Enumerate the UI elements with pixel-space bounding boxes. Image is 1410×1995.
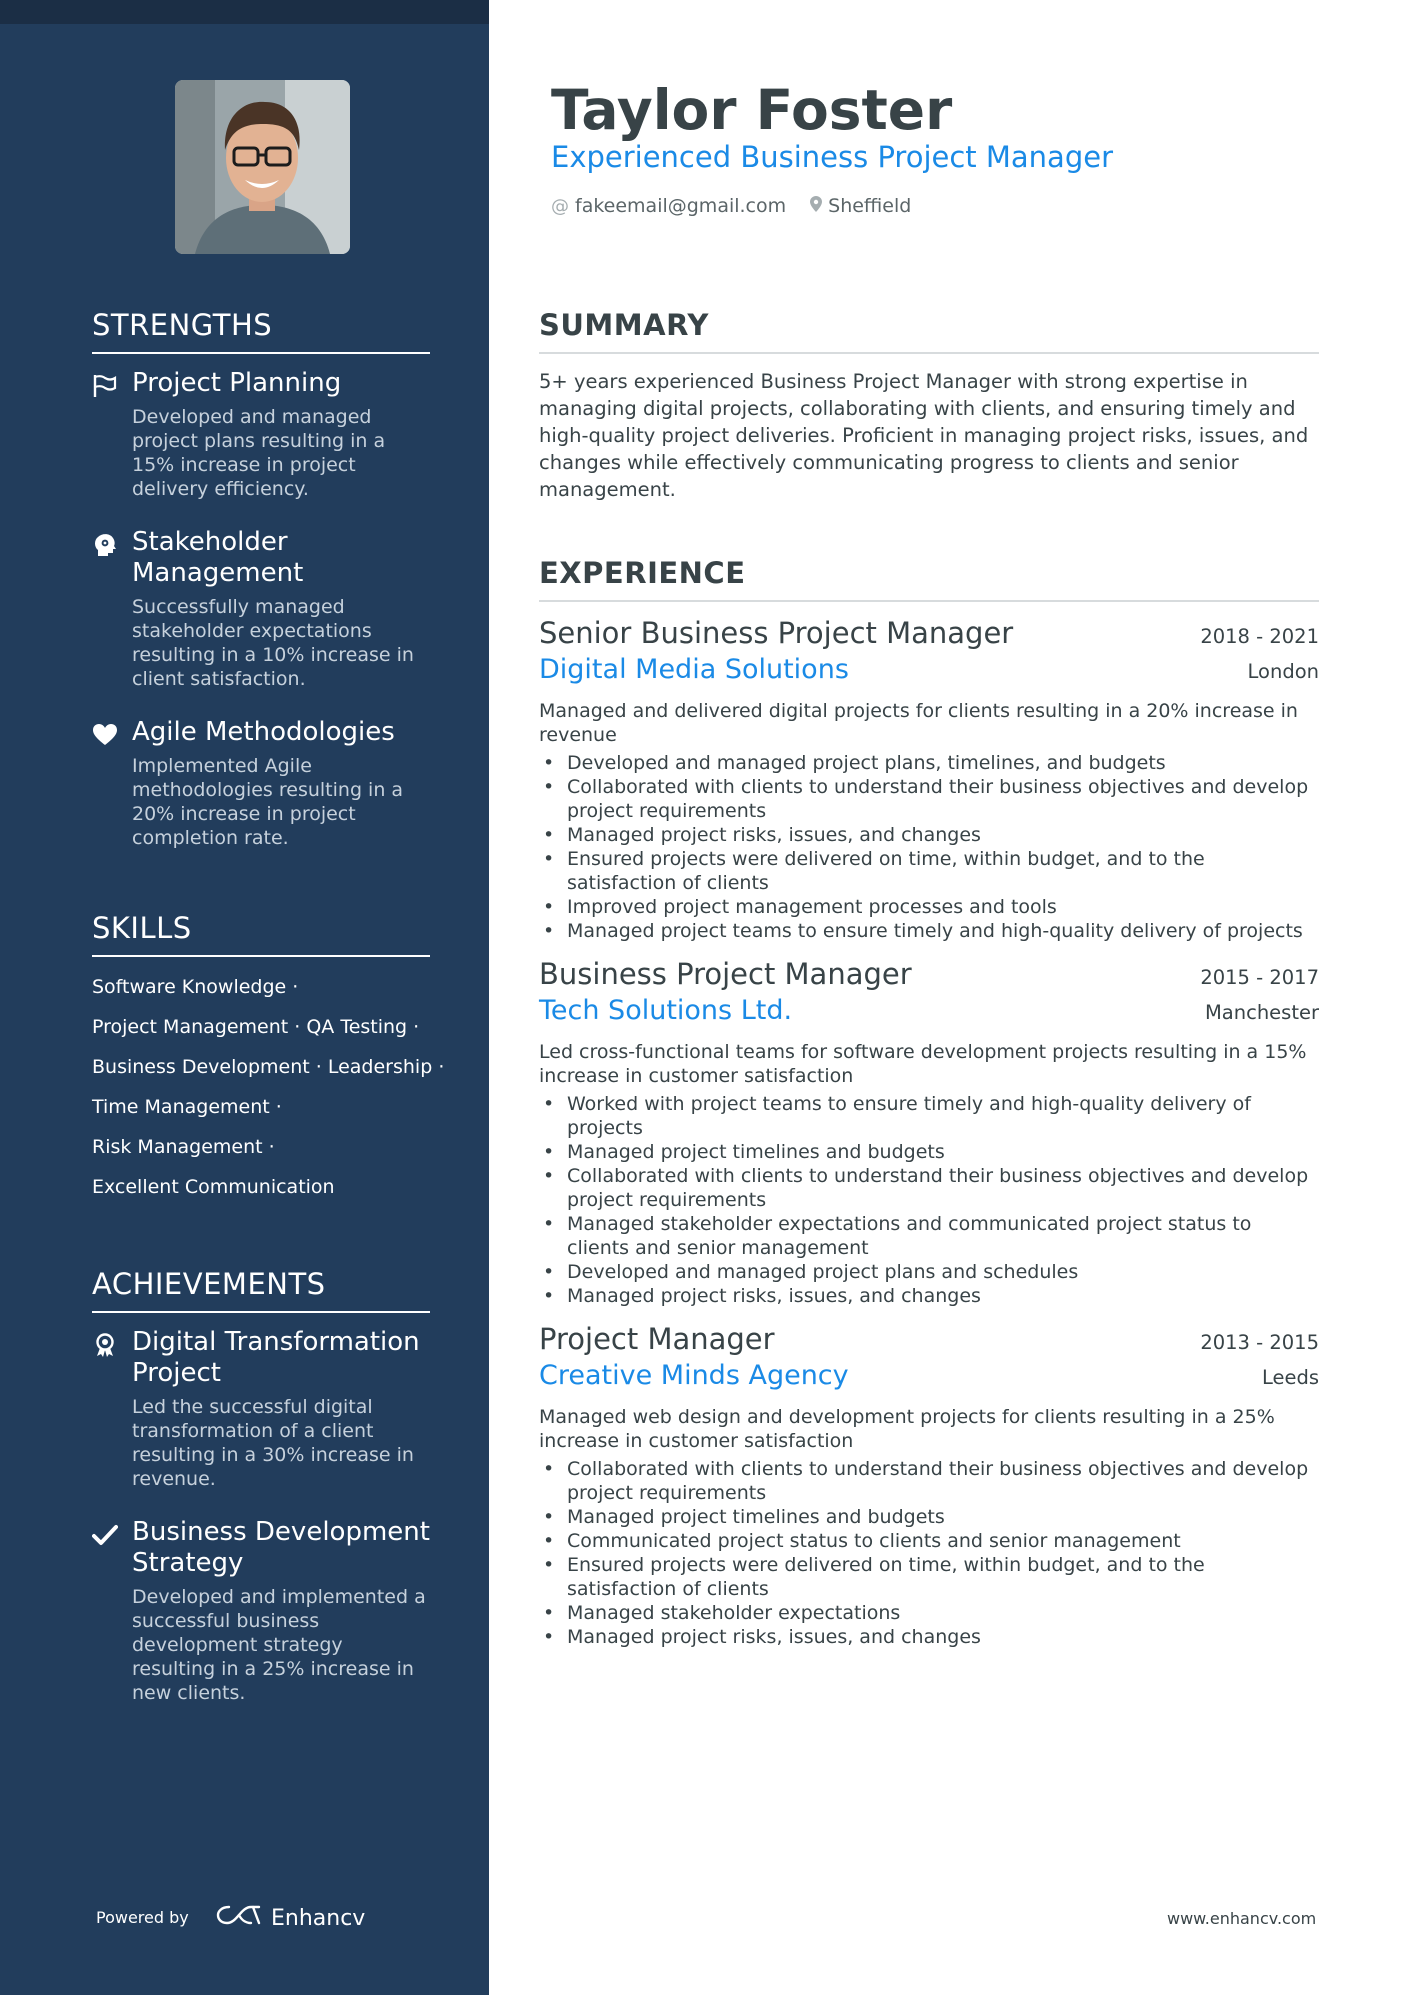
job-location: Manchester xyxy=(1204,1001,1319,1024)
job-bullet: • Ensured projects were delivered on time, within budget, and to the satisfaction of clients xyxy=(539,1553,1319,1601)
job-bullet: • Managed project timelines and budgets xyxy=(539,1505,1319,1529)
job-title: Business Project Manager xyxy=(539,957,912,991)
achievement-title: Business Development Strategy xyxy=(132,1517,430,1578)
candidate-title: Experienced Business Project Manager xyxy=(551,140,1114,174)
sidebar-top-bar xyxy=(0,0,489,24)
job-bullet: • Communicated project status to clients and senior management xyxy=(539,1529,1319,1553)
achievement-item xyxy=(92,1517,430,1705)
job-dates: 2018 - 2021 xyxy=(1200,625,1319,648)
skill-line: Excellent Communication xyxy=(92,1176,335,1198)
summary-heading: SUMMARY xyxy=(539,308,1319,354)
job-company: Digital Media Solutions xyxy=(539,654,849,685)
job-entry xyxy=(539,616,1319,943)
job-bullet: • Managed project timelines and budgets xyxy=(539,1140,1319,1164)
experience-heading: EXPERIENCE xyxy=(539,556,1319,602)
job-description: Managed and delivered digital projects for clients resulting in a 20% increase in revenue xyxy=(539,700,1298,746)
at-icon: @ xyxy=(551,195,569,217)
job-bullet: • Managed stakeholder expectations and communicated project status to clients and senior management xyxy=(539,1212,1319,1260)
job-bullet: • Collaborated with clients to understand their business objectives and develop project requirements xyxy=(539,1457,1319,1505)
job-bullet: • Collaborated with clients to understand their business objectives and develop project requirements xyxy=(539,775,1319,823)
job-company: Tech Solutions Ltd. xyxy=(539,995,793,1026)
location-pin-icon xyxy=(810,196,822,217)
enhancv-logo[interactable] xyxy=(215,1903,365,1933)
job-bullet: • Managed project risks, issues, and changes xyxy=(539,1284,1319,1308)
job-location: Leeds xyxy=(1261,1366,1319,1389)
profile-photo xyxy=(175,80,350,254)
contact-row xyxy=(551,195,911,217)
achievement-desc: Developed and implemented a successful business development strategy resulting in a 25% increase in new clients. xyxy=(132,1586,426,1704)
summary-text: 5+ years experienced Business Project Manager with strong expertise in managing digital projects, collaborating with clients, and ensuring timely and high-quality project deliveries. Proficient in managing project risks, issues, and changes while effectively communicating progress to clients and senior management. xyxy=(539,370,1309,501)
heart-icon xyxy=(92,722,118,748)
enhancv-logo-icon xyxy=(215,1903,261,1933)
award-icon xyxy=(92,1332,118,1358)
summary-section xyxy=(539,308,1319,503)
candidate-name: Taylor Foster xyxy=(551,78,953,142)
sidebar xyxy=(0,0,489,1995)
skills-section xyxy=(92,911,445,1207)
powered-by-label: Powered by xyxy=(96,1908,189,1927)
job-bullet: • Worked with project teams to ensure timely and high-quality delivery of projects xyxy=(539,1092,1319,1140)
strength-desc: Implemented Agile methodologies resulting in a 20% increase in project completion rate. xyxy=(132,755,404,849)
job-description: Led cross-functional teams for software development projects resulting in a 15% increase in customer satisfaction xyxy=(539,1041,1307,1087)
strengths-section xyxy=(92,308,430,850)
skills-list xyxy=(92,967,445,1207)
strength-title: Stakeholder Management xyxy=(132,527,304,588)
job-description: Managed web design and development projects for clients resulting in a 25% increase in customer satisfaction xyxy=(539,1406,1275,1452)
strength-item xyxy=(92,368,430,501)
location-text: Sheffield xyxy=(828,195,912,217)
experience-section xyxy=(539,556,1319,1649)
job-bullets xyxy=(539,1457,1319,1649)
job-title: Senior Business Project Manager xyxy=(539,616,1014,650)
strengths-heading: STRENGTHS xyxy=(92,308,430,354)
job-dates: 2013 - 2015 xyxy=(1200,1331,1319,1354)
skill-line: Project Management · QA Testing · xyxy=(92,1016,420,1038)
skills-heading: SKILLS xyxy=(92,911,430,957)
achievement-item xyxy=(92,1327,430,1491)
job-bullet: • Developed and managed project plans, timelines, and budgets xyxy=(539,751,1319,775)
job-bullets xyxy=(539,751,1319,943)
job-bullet: • Managed project risks, issues, and changes xyxy=(539,823,1319,847)
skill-line: Time Management · xyxy=(92,1096,282,1118)
job-bullet: • Managed project risks, issues, and changes xyxy=(539,1625,1319,1649)
job-bullet: • Ensured projects were delivered on time, within budget, and to the satisfaction of clients xyxy=(539,847,1319,895)
achievement-title: Digital Transformation Project xyxy=(132,1327,420,1388)
job-dates: 2015 - 2017 xyxy=(1200,966,1319,989)
job-title: Project Manager xyxy=(539,1322,775,1356)
strength-desc: Developed and managed project plans resulting in a 15% increase in project delivery efficiency. xyxy=(132,406,386,500)
flag-icon xyxy=(92,373,118,399)
enhancv-brand-text: Enhancv xyxy=(271,1905,366,1931)
strength-title: Agile Methodologies xyxy=(132,717,395,747)
strength-title: Project Planning xyxy=(132,368,342,398)
job-bullet: • Managed stakeholder expectations xyxy=(539,1601,1319,1625)
strength-item xyxy=(92,527,430,691)
job-bullet: • Improved project management processes and tools xyxy=(539,895,1319,919)
achievements-heading: ACHIEVEMENTS xyxy=(92,1267,430,1313)
achievements-section xyxy=(92,1267,430,1705)
skill-line: Risk Management · xyxy=(92,1136,275,1158)
strength-item xyxy=(92,717,430,850)
skill-line: Software Knowledge · xyxy=(92,976,299,998)
email-text[interactable]: fakeemail@gmail.com xyxy=(575,195,787,217)
head-icon xyxy=(92,532,118,558)
check-icon xyxy=(92,1522,118,1548)
job-entry xyxy=(539,1322,1319,1649)
job-bullet: • Collaborated with clients to understand their business objectives and develop project requirements xyxy=(539,1164,1319,1212)
job-bullet: • Developed and managed project plans and schedules xyxy=(539,1260,1319,1284)
achievement-desc: Led the successful digital transformation of a client resulting in a 30% increase in revenue. xyxy=(132,1396,414,1490)
job-bullet: • Managed project teams to ensure timely and high-quality delivery of projects xyxy=(539,919,1319,943)
job-location: London xyxy=(1247,660,1319,683)
job-company: Creative Minds Agency xyxy=(539,1360,849,1391)
strength-desc: Successfully managed stakeholder expectations resulting in a 10% increase in client satisfaction. xyxy=(132,596,414,690)
job-bullets xyxy=(539,1092,1319,1308)
job-entry xyxy=(539,957,1319,1308)
enhancv-site-link[interactable]: www.enhancv.com xyxy=(1167,1909,1317,1928)
skill-line: Business Development · Leadership · xyxy=(92,1056,445,1078)
